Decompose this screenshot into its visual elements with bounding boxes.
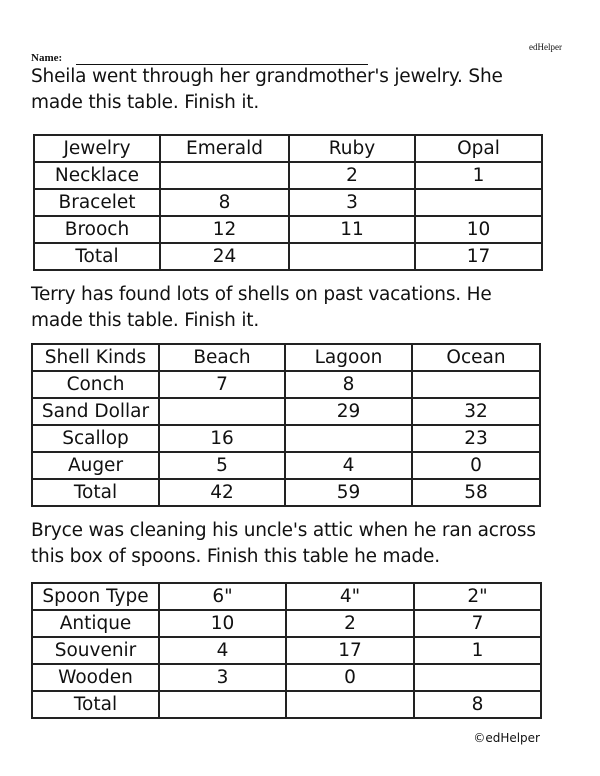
row-label: Souvenir [32,637,159,664]
jewelry-table [33,134,543,271]
row-label: Sand Dollar [32,398,159,425]
table-cell[interactable]: 8 [285,371,412,398]
problem-2-prompt: Terry has found lots of shells on past vacations. He made this table. Finish it. [31,284,492,331]
column-header: Spoon Type [32,583,159,610]
table-cell[interactable]: 8 [414,691,541,718]
row-label: Brooch [34,216,160,243]
row-label: Auger [32,452,159,479]
table-cell[interactable] [415,189,542,216]
table-cell[interactable]: 10 [415,216,542,243]
column-header: Jewelry [34,135,160,162]
table-cell[interactable]: 7 [159,371,285,398]
copyright-footer: ©edHelper [473,731,540,745]
table-cell[interactable] [285,425,412,452]
table-cell[interactable]: 17 [286,637,414,664]
table-row [32,691,541,718]
table-cell[interactable]: 1 [414,637,541,664]
table-cell[interactable] [286,691,414,718]
row-label: Total [32,691,159,718]
column-header: Ruby [289,135,415,162]
spoons-table [31,582,542,719]
table-cell[interactable]: 12 [160,216,289,243]
table-row [32,452,540,479]
table-row [32,610,541,637]
table-cell[interactable]: 16 [159,425,285,452]
table-row [32,425,540,452]
table-cell[interactable] [160,162,289,189]
table-header-row [32,344,540,371]
problem-1-prompt: Sheila went through her grandmother's jewelry. She made this table. Finish it. [31,66,503,113]
table-cell[interactable]: 2 [289,162,415,189]
table-row [32,398,540,425]
table-row [34,216,542,243]
table-cell[interactable]: 10 [159,610,286,637]
table-header-row [34,135,542,162]
table-cell[interactable]: 2 [286,610,414,637]
row-label: Total [34,243,160,270]
row-label: Antique [32,610,159,637]
table-cell[interactable]: 1 [415,162,542,189]
name-label: Name: [31,52,63,64]
table-cell[interactable]: 0 [286,664,414,691]
column-header: 2" [414,583,541,610]
table-cell[interactable] [289,243,415,270]
column-header: Ocean [412,344,540,371]
table-row [32,637,541,664]
table-row [32,664,541,691]
table-cell[interactable]: 5 [159,452,285,479]
table-cell[interactable]: 23 [412,425,540,452]
column-header: Shell Kinds [32,344,159,371]
table-cell[interactable] [159,398,285,425]
table-cell[interactable]: 17 [415,243,542,270]
table-row [32,479,540,506]
table-cell[interactable]: 0 [412,452,540,479]
table-cell[interactable] [414,664,541,691]
table-row [34,162,542,189]
row-label: Wooden [32,664,159,691]
table-cell[interactable] [412,371,540,398]
table-cell[interactable]: 59 [285,479,412,506]
table-cell[interactable]: 42 [159,479,285,506]
row-label: Bracelet [34,189,160,216]
table-row [32,371,540,398]
row-label: Scallop [32,425,159,452]
table-header-row [32,583,541,610]
table-cell[interactable]: 7 [414,610,541,637]
table-cell[interactable]: 11 [289,216,415,243]
table-row [34,189,542,216]
column-header: Opal [415,135,542,162]
shells-table [31,343,541,507]
table-cell[interactable]: 4 [159,637,286,664]
table-cell[interactable]: 3 [289,189,415,216]
table-cell[interactable]: 3 [159,664,286,691]
row-label: Total [32,479,159,506]
column-header: Beach [159,344,285,371]
table-cell[interactable]: 29 [285,398,412,425]
table-row [34,243,542,270]
table-cell[interactable]: 4 [285,452,412,479]
column-header: Lagoon [285,344,412,371]
column-header: Emerald [160,135,289,162]
table-cell[interactable]: 58 [412,479,540,506]
table-cell[interactable] [159,691,286,718]
table-cell[interactable]: 32 [412,398,540,425]
brand-label: edHelper [529,42,562,52]
table-cell[interactable]: 8 [160,189,289,216]
problem-3-prompt: Bryce was cleaning his uncle's attic when he ran across this box of spoons. Finish this table he made. [31,520,536,567]
column-header: 6" [159,583,286,610]
row-label: Conch [32,371,159,398]
column-header: 4" [286,583,414,610]
table-cell[interactable]: 24 [160,243,289,270]
row-label: Necklace [34,162,160,189]
